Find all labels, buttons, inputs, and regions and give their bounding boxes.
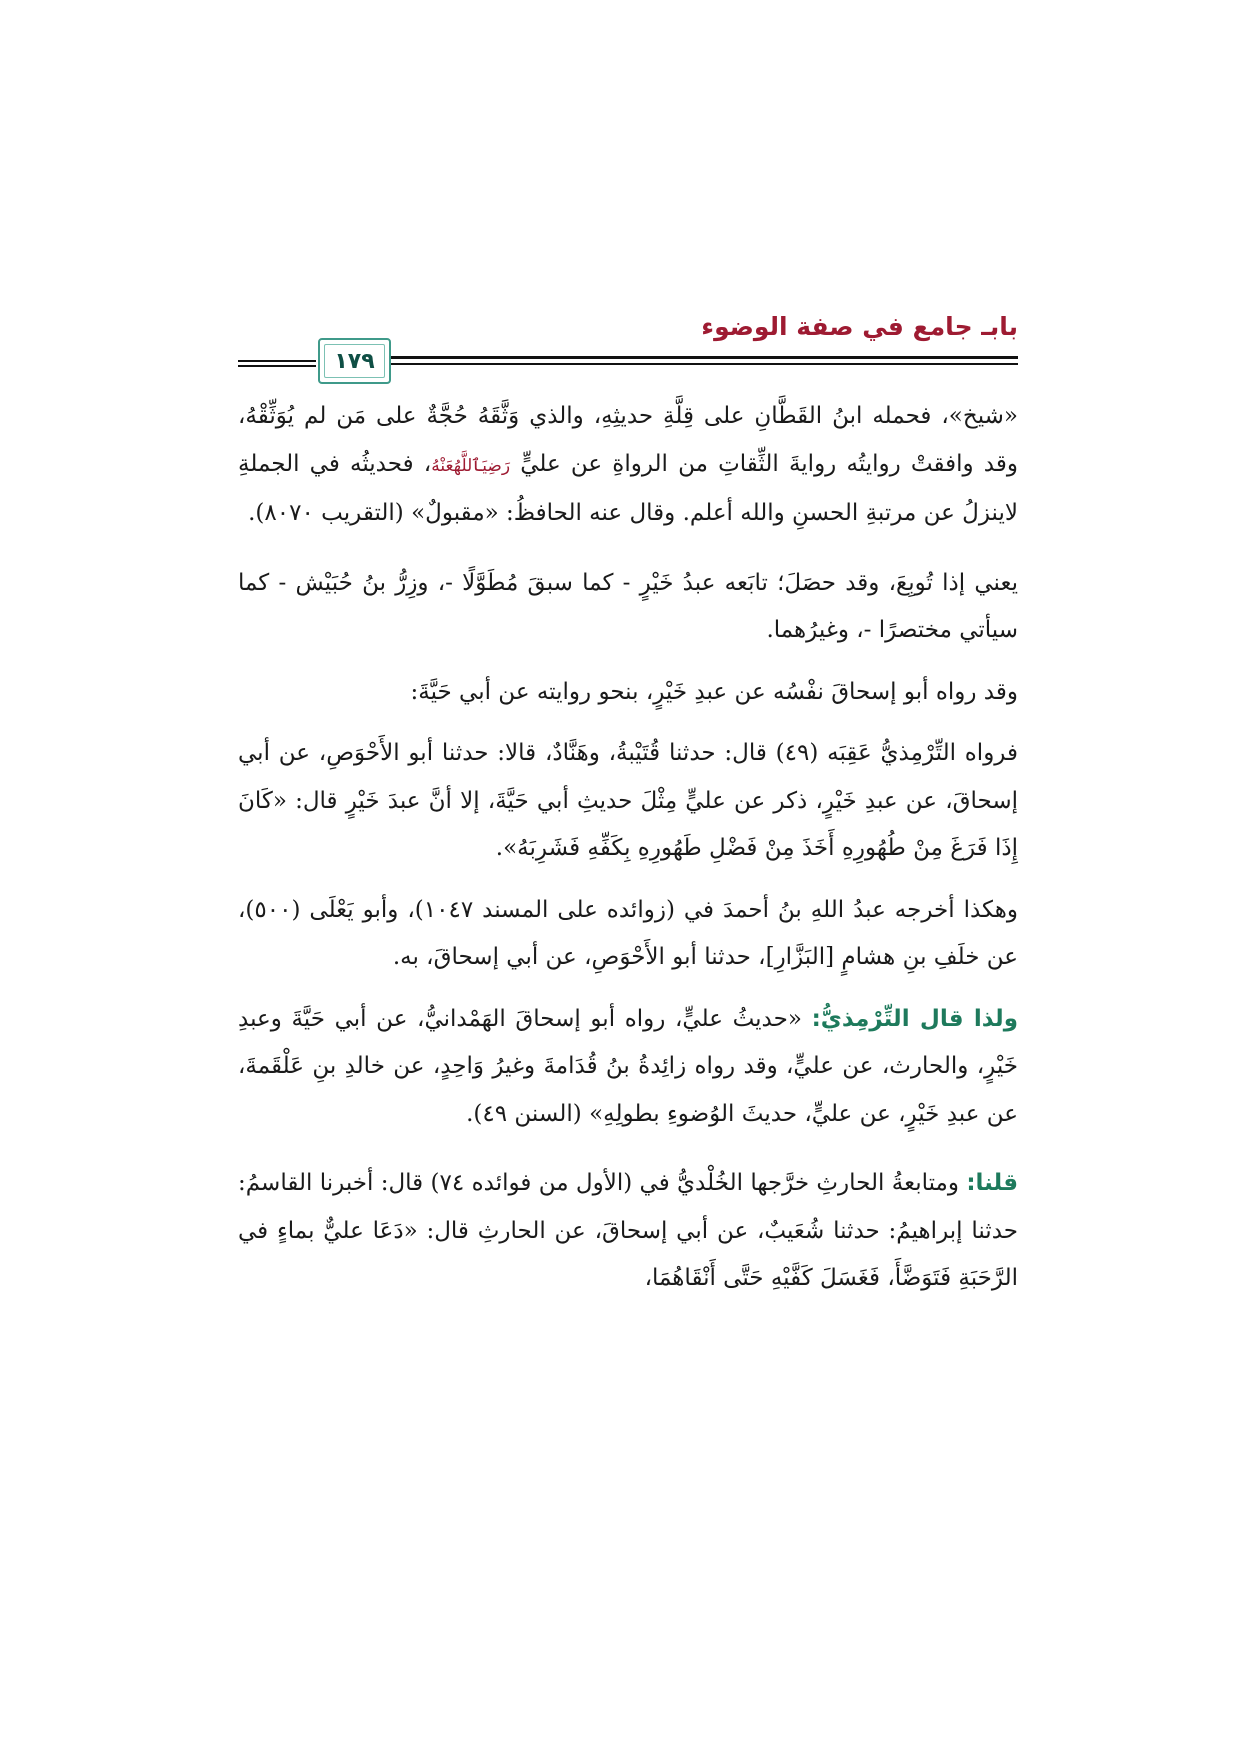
page-body bbox=[238, 393, 1018, 1303]
paragraph-5-text: وهكذا أخرجه عبدُ اللهِ بنُ أحمدَ في (زوائده على المسند ١٠٤٧)، وأبو يَعْلَى (٥٠٠)، عن خلَفِ بنِ هشامٍ [البَزَّارِ]، حدثنا أبو الأَحْوَصِ، عن أبي إسحاقَ، به. bbox=[238, 896, 1018, 970]
header-rule-left-top bbox=[238, 360, 316, 362]
header-rule-right-bottom bbox=[354, 363, 1018, 365]
paragraph-2 bbox=[238, 560, 1018, 655]
paragraph-3-text: وقد رواه أبو إسحاقَ نفْسُه عن عبدِ خَيْرٍ، بنحو روايته عن أبي حَيَّةَ: bbox=[410, 678, 1018, 705]
chapter-title: بابـ جامع في صفة الوضوء bbox=[701, 312, 1018, 341]
paragraph-6-text: «حديثُ عليٍّ، رواه أبو إسحاقَ الهَمْدانيُّ، عن أبي حَيَّةَ وعبدِ خَيْرٍ، والحارث، عن عليٍّ، وقد رواه زائِدةُ بنُ قُدَامةَ وغيرُ وَاحِدٍ، عن خالدِ بنِ عَلْقَمةَ، عن عبدِ خَيْرٍ، عن عليٍّ، حديثَ الوُضوءِ بطولِهِ» (السنن ٤٩). bbox=[238, 1005, 1018, 1127]
paragraph-6-lead: ولذا قال التِّرْمِذيُّ: bbox=[811, 1005, 1018, 1032]
paragraph-1 bbox=[238, 393, 1018, 538]
paragraph-6 bbox=[238, 996, 1018, 1139]
paragraph-7-text: ومتابعةُ الحارثِ خرَّجها الخُلْديُّ في (الأول من فوائده ٧٤) قال: أخبرنا القاسمُ: حدثنا إبراهيمُ: حدثنا شُعَيبٌ، عن أبي إسحاقَ، عن الحارثِ قال: «دَعَا عليٌّ بماءٍ في الرَّحَبَةِ فَتَوَضَّأَ، فَغَسَلَ كَفَّيْهِ حَتَّى أَنْقَاهُمَا، bbox=[238, 1170, 1018, 1291]
paragraph-3 bbox=[238, 669, 1018, 717]
paragraph-1-text-after: ، فحديثُه في الجملةِ لاينزلُ عن مرتبةِ الحسنِ والله أعلم. وقال عنه الحافظُ: «مقبولٌ» (التقريب ٨٠٧٠). bbox=[238, 450, 1018, 526]
page-number-badge bbox=[318, 338, 391, 384]
paragraph-7 bbox=[238, 1160, 1018, 1303]
header-rule-right-top bbox=[354, 356, 1018, 359]
paragraph-5 bbox=[238, 887, 1018, 982]
paragraph-4 bbox=[238, 730, 1018, 873]
paragraph-2-text: يعني إذا تُوبِعَ، وقد حصَلَ؛ تابَعه عبدُ خَيْرٍ - كما سبقَ مُطَوَّلًا -، وزِرُّ بنُ حُبَيْش - كما سيأتي مختصرًا -، وغيرُهما. bbox=[238, 569, 1018, 643]
page-number: ١٧٩ bbox=[334, 348, 375, 374]
paragraph-4-text: فرواه التِّرْمِذيُّ عَقِبَه (٤٩) قال: حدثنا قُتَيْبةُ، وهَنَّادٌ، قالا: حدثنا أبو الأَحْوَصِ، عن أبي إسحاقَ، عن عبدِ خَيْرٍ، ذكر عن عليٍّ مِثْلَ حديثِ أبي حَيَّةَ، إلا أنَّ عبدَ خَيْرٍ قال: «كَانَ إِذَا فَرَغَ مِنْ طُهُورِهِ أَخَذَ مِنْ فَضْلِ طَهُورِهِ بِكَفِّهِ فَشَرِبَهُ». bbox=[238, 740, 1018, 861]
paragraph-1-text: «شيخ»، فحمله ابنُ القَطَّانِ على قِلَّةِ حديثِهِ، والذي وَثَّقَهُ حُجَّةٌ على مَن لم يُوَثِّقْهُ، وقد وافقتْ روايتُه روايةَ الثِّقاتِ من الرواةِ عن عليٍّ bbox=[238, 403, 1018, 477]
page-header bbox=[238, 300, 1018, 380]
header-rule-left-bottom bbox=[238, 365, 316, 367]
honorific-mark: رَضِيَٱللَّهُعَنْهُ bbox=[431, 455, 511, 476]
paragraph-7-lead: قلنا: bbox=[966, 1170, 1018, 1196]
